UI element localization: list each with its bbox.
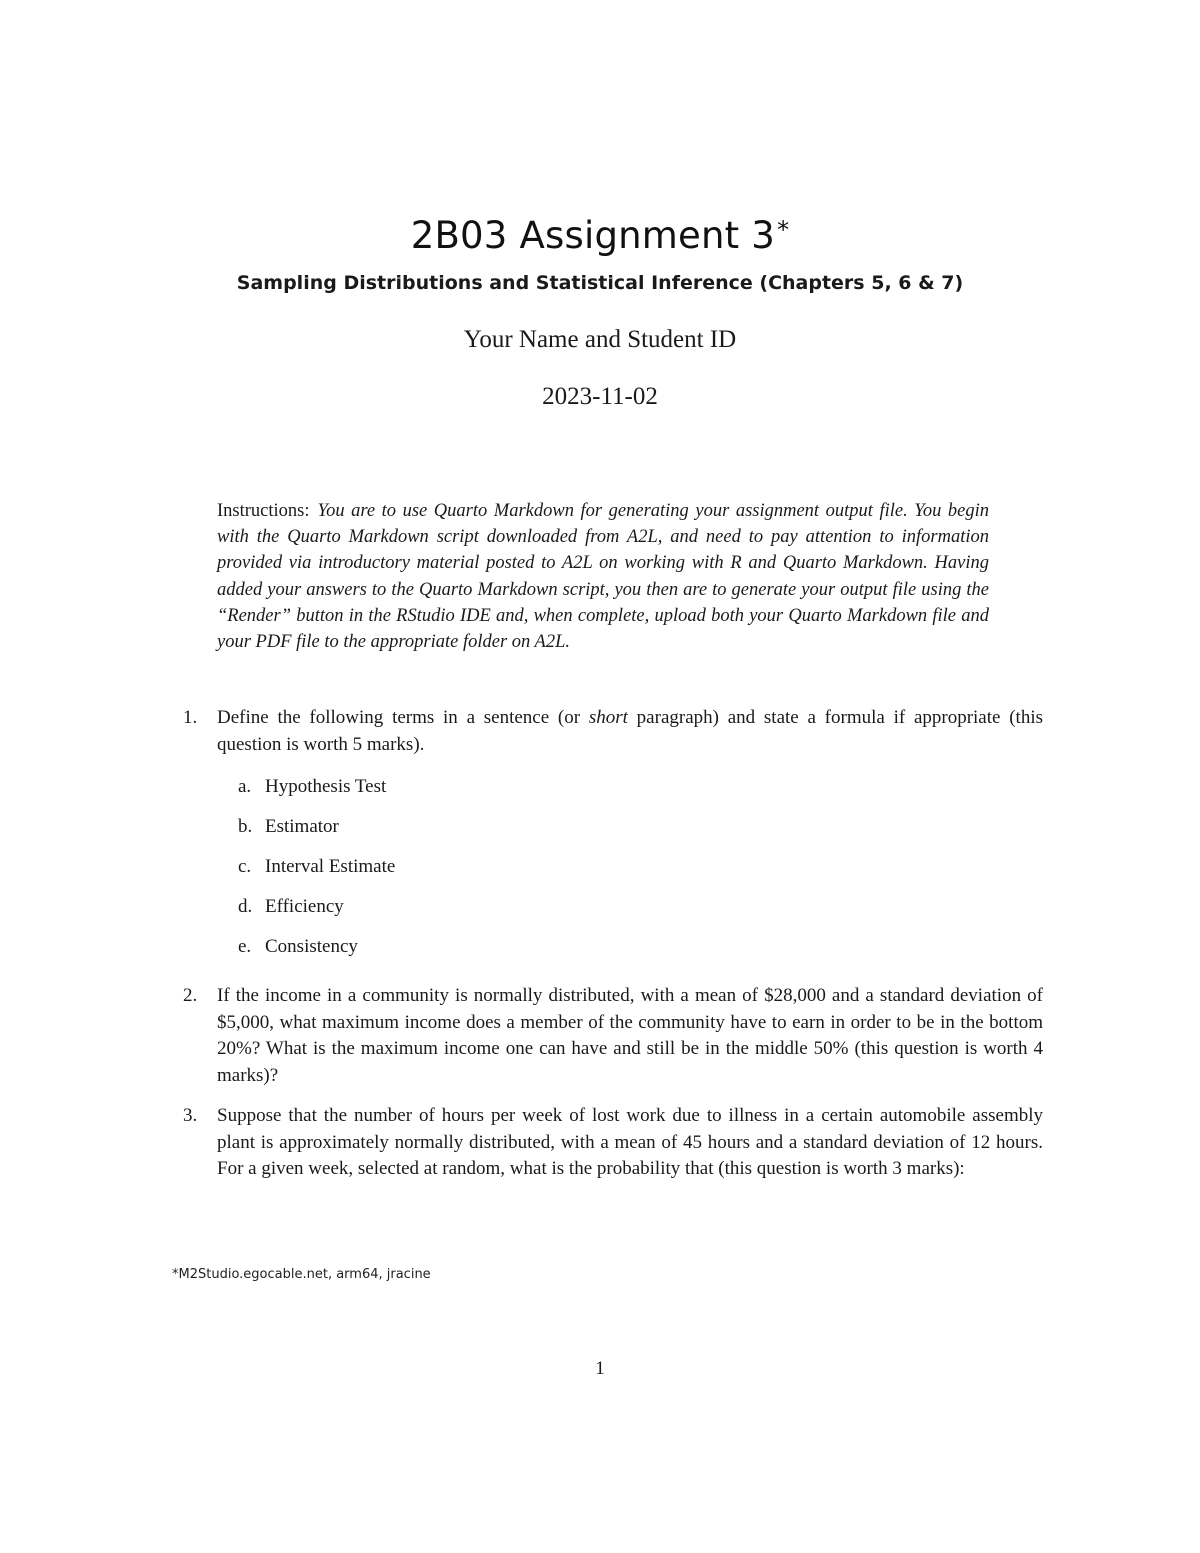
title-footnote-mark: *: [777, 216, 790, 244]
list-item: [238, 896, 344, 918]
document-subtitle: Sampling Distributions and Statistical Inference (Chapters 5, 6 & 7): [236, 272, 964, 294]
document-author: Your Name and Student ID: [463, 326, 737, 353]
list-item-letter: a.: [238, 776, 252, 797]
list-item-label: Efficiency: [265, 896, 344, 917]
question-number: 3.: [183, 1105, 198, 1126]
footnote: *M2Studio.egocable.net, arm64, jracine: [172, 1267, 431, 1282]
question-2: [183, 983, 1043, 1089]
question-text-part: paragraph) and state a formula if appropriate (this question is worth 5 marks).: [217, 707, 1043, 755]
question-text: Suppose that the number of hours per week of lost work due to illness in a certain automobile assembly plant is approximately normally distributed, with a mean of 45 hours and a standard deviation of 12 hours. For a given week, selected at random, what is the probability that (this question is worth 3 marks):: [217, 1105, 1043, 1179]
question-number: 1.: [183, 707, 198, 728]
question-text-emphasis: short: [588, 707, 628, 728]
list-item-letter: e.: [238, 936, 252, 957]
list-item-letter: c.: [238, 856, 252, 877]
list-item: [238, 856, 395, 878]
list-item: [238, 776, 386, 798]
title-text: 2B03 Assignment 3: [410, 214, 776, 257]
instructions-block: [217, 498, 989, 655]
question-1: [183, 705, 1043, 758]
list-item-letter: b.: [238, 816, 253, 837]
question-text-part: Define the following terms in a sentence (or: [217, 707, 589, 728]
list-item-label: Hypothesis Test: [265, 776, 387, 797]
list-item: [238, 936, 358, 958]
question-3: [183, 1103, 1043, 1183]
document-title: [0, 214, 1200, 257]
list-item-label: Interval Estimate: [265, 856, 396, 877]
instructions-label: Instructions:: [217, 501, 310, 521]
instructions-text: You are to use Quarto Markdown for generating your assignment output file. You begin with the Quarto Markdown script downloaded from A2L, and need to pay attention to information provided via introductory material posted to A2L on working with R and Quarto Markdown. Having added your answers to the Quarto Markdown script, you then are to generate your output file using the “Render” button in the RStudio IDE and, when complete, upload both your Quarto Markdown file and your PDF file to the appropriate folder on A2L.: [217, 501, 989, 653]
page-number: 1: [595, 1358, 605, 1379]
list-item-label: Consistency: [265, 936, 358, 957]
list-item-letter: d.: [238, 896, 253, 917]
question-text: [217, 705, 1043, 758]
question-text: If the income in a community is normally distributed, with a mean of $28,000 and a standard deviation of $5,000, what maximum income does a member of the community have to earn in order to be in the bottom 20%? What is the maximum income one can have and still be in the middle 50% (this question is worth 4 marks)?: [217, 985, 1043, 1086]
list-item: [238, 816, 339, 838]
document-date: 2023-11-02: [542, 383, 658, 410]
list-item-label: Estimator: [265, 816, 339, 837]
question-number: 2.: [183, 985, 198, 1006]
